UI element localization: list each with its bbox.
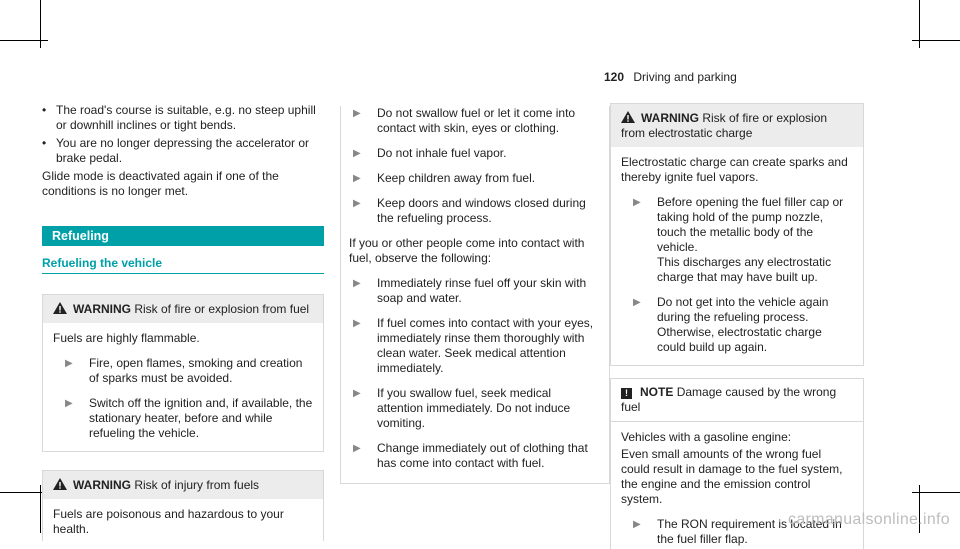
warning-box bbox=[610, 103, 864, 366]
warning-title: Risk of fire or explosion from electrostatic charge bbox=[621, 111, 828, 140]
warning-triangle-icon bbox=[53, 478, 67, 490]
warning-title: Risk of fire or explosion from fuel bbox=[134, 302, 310, 316]
note-header bbox=[611, 379, 863, 422]
step-item: ▶ Before opening the fuel filler cap or taking hold of the pump nozzle, touch the metallic body of the vehicle. This discharges any electrostatic charge that may have built up. bbox=[633, 195, 844, 284]
warning-text: Fuels are poisonous and hazardous to your health. bbox=[53, 507, 284, 536]
warning-header bbox=[611, 104, 863, 147]
arrow-icon: ▶ bbox=[353, 198, 361, 209]
step-item: ▶ Do not inhale fuel vapor. bbox=[353, 146, 507, 160]
crop-mark bbox=[0, 492, 48, 493]
arrow-icon: ▶ bbox=[633, 297, 641, 308]
paragraph: Glide mode is deactivated again if one of the conditions is no longer met. bbox=[42, 169, 279, 198]
list-item: • You are no longer depressing the accelerator or brake pedal. bbox=[42, 136, 324, 166]
note-label: NOTE bbox=[640, 385, 674, 399]
warning-label: WARNING bbox=[73, 478, 131, 492]
arrow-icon: ▶ bbox=[353, 443, 361, 454]
arrow-icon: ▶ bbox=[65, 398, 73, 409]
warning-triangle-icon bbox=[621, 111, 635, 123]
step-item: ▶ Keep doors and windows closed during the refueling process. bbox=[353, 196, 586, 225]
note-text: Vehicles with a gasoline engine: bbox=[621, 430, 792, 444]
step-item: ▶ Change immediately out of clothing that has come into contact with fuel. bbox=[353, 441, 588, 470]
column-3 bbox=[610, 103, 864, 549]
page-header bbox=[604, 70, 737, 85]
note-text: Even small amounts of the wrong fuel could result in damage to the fuel system, the engine and the emission control system. bbox=[621, 447, 843, 506]
list-item: • The road's course is suitable, e.g. no steep uphill or downhill inclines or tight bends. bbox=[42, 103, 324, 133]
warning-box-continued bbox=[340, 106, 610, 484]
warning-box bbox=[42, 470, 324, 541]
step-item: ▶ Do not get into the vehicle again during the refueling process. Otherwise, electrostatic charge could build up again. bbox=[633, 295, 829, 354]
section-heading: Refueling bbox=[42, 226, 324, 246]
watermark: carmanualsonline.info bbox=[788, 511, 950, 528]
step-item: ▶ Switch off the ignition and, if available, the stationary heater, before and while refueling the vehicle. bbox=[65, 396, 313, 440]
crop-mark bbox=[912, 492, 960, 493]
step-item: ▶ Fire, open flames, smoking and creation of sparks must be avoided. bbox=[65, 356, 303, 385]
arrow-icon: ▶ bbox=[633, 519, 641, 530]
arrow-icon: ▶ bbox=[353, 173, 361, 184]
column-1 bbox=[42, 103, 324, 541]
warning-body bbox=[611, 147, 863, 365]
warning-text: Fuels are highly flammable. bbox=[53, 331, 200, 345]
arrow-icon: ▶ bbox=[353, 108, 361, 119]
warning-header bbox=[43, 295, 323, 323]
warning-triangle-icon bbox=[53, 302, 67, 314]
column-2 bbox=[340, 100, 610, 484]
step-item: ▶ Keep children away from fuel. bbox=[353, 171, 536, 185]
arrow-icon: ▶ bbox=[65, 358, 73, 369]
crop-mark bbox=[0, 40, 48, 41]
arrow-icon: ▶ bbox=[353, 388, 361, 399]
paragraph: If you or other people come into contact with fuel, observe the following: bbox=[349, 236, 585, 265]
warning-label: WARNING bbox=[641, 111, 699, 125]
note-title: Damage caused by the wrong fuel bbox=[621, 385, 837, 414]
note-body bbox=[611, 422, 863, 549]
warning-box bbox=[42, 294, 324, 452]
step-item: ▶ Immediately rinse fuel off your skin with soap and water. bbox=[353, 276, 587, 305]
arrow-icon: ▶ bbox=[353, 278, 361, 289]
section-name: Driving and parking bbox=[633, 70, 737, 84]
warning-label: WARNING bbox=[73, 302, 131, 316]
arrow-icon: ▶ bbox=[633, 197, 641, 208]
step-item: ▶ The RON requirement is located in the fuel filler flap. bbox=[633, 517, 842, 546]
page-number: 120 bbox=[604, 70, 625, 84]
warning-body bbox=[43, 323, 323, 451]
step-item: ▶ If you swallow fuel, seek medical attention immediately. Do not induce vomiting. bbox=[353, 386, 571, 430]
arrow-icon: ▶ bbox=[353, 148, 361, 159]
warning-text: Electrostatic charge can create sparks and thereby ignite fuel vapors. bbox=[621, 155, 848, 184]
warning-header bbox=[43, 471, 323, 499]
crop-mark bbox=[912, 40, 960, 41]
subsection-heading: Refueling the vehicle bbox=[42, 256, 324, 274]
arrow-icon: ▶ bbox=[353, 318, 361, 329]
step-item: ▶ If fuel comes into contact with your eyes, immediately rinse them thoroughly with clean water. Seek medical attention immediately. bbox=[353, 316, 594, 375]
warning-body bbox=[43, 499, 323, 541]
notice-icon: ! bbox=[621, 388, 632, 399]
warning-title: Risk of injury from fuels bbox=[134, 478, 260, 492]
step-item: ▶ Do not swallow fuel or let it come into contact with skin, eyes or clothing. bbox=[353, 106, 576, 135]
